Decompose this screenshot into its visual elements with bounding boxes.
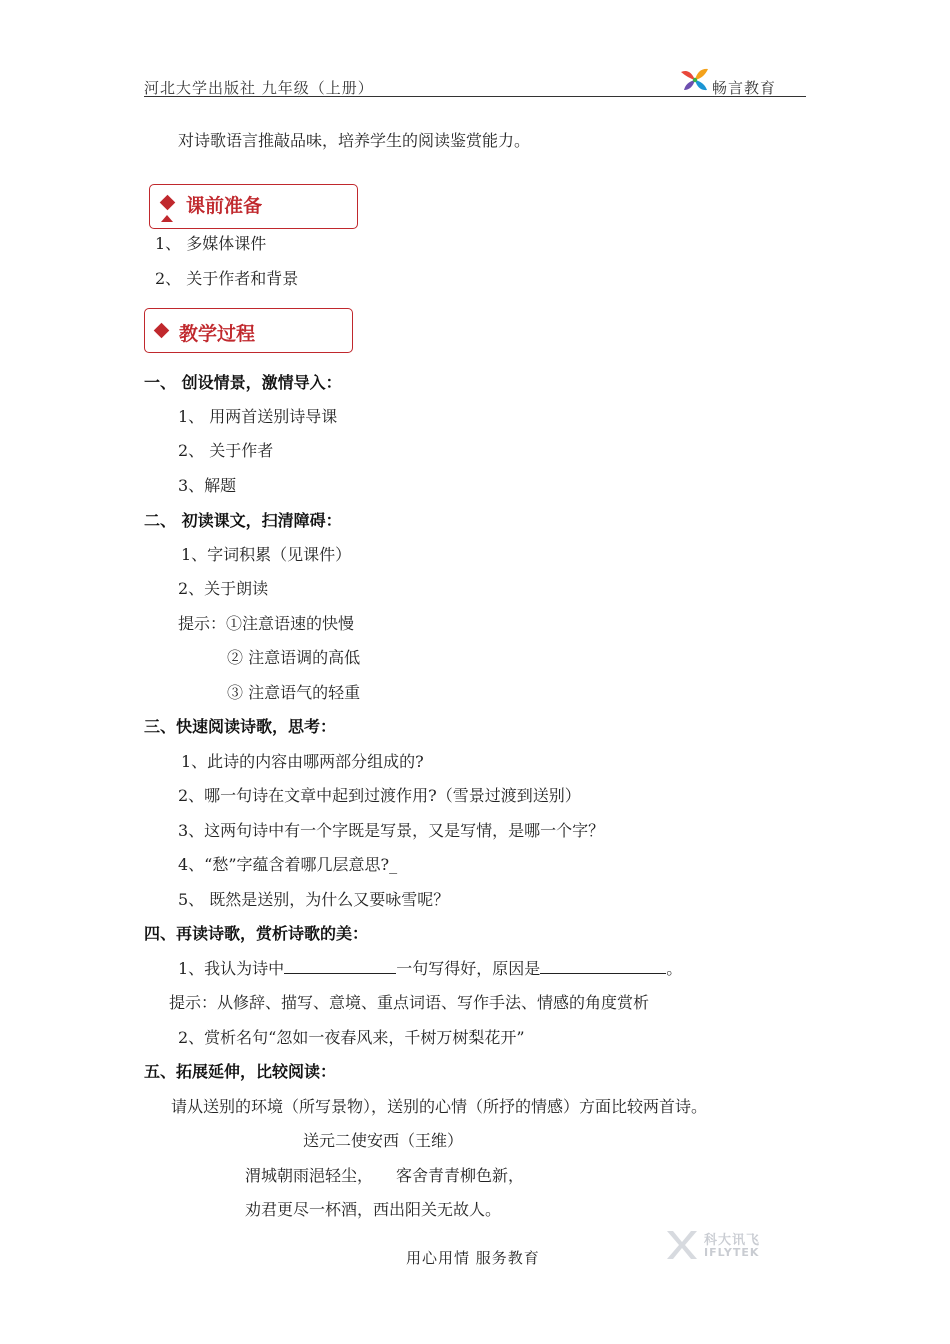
section-2-tip-2: ② 注意语调的高低: [227, 648, 361, 667]
section-2-item-2: 2、关于朗读: [178, 579, 269, 598]
section-3-item-2: 2、哪一句诗在文章中起到过渡作用?（雪景过渡到送别）: [178, 786, 581, 805]
poem-line-2: 劝君更尽一杯酒，西出阳关无故人。: [245, 1200, 502, 1219]
section-1-item-3: 3、解题: [178, 476, 237, 495]
process-section-title: 教学过程: [179, 323, 256, 345]
section-1-item-1: 1、 用两首送别诗导课: [178, 407, 338, 426]
prep-section-box: [149, 184, 358, 229]
section-2-tip-1: ①注意语速的快慢: [226, 614, 355, 633]
section-1-item-2: 2、 关于作者: [178, 441, 274, 460]
fill-in-blank-2[interactable]: [540, 958, 666, 974]
header-divider: [144, 96, 806, 97]
changyan-logo-icon: [678, 66, 712, 94]
iflytek-x-icon: [664, 1228, 700, 1262]
iflytek-logo: [664, 1228, 774, 1262]
header-publisher: 河北大学出版社 九年级（上册）: [144, 79, 374, 97]
intro-line: 对诗歌语言推敲品味，培养学生的阅读鉴赏能力。: [178, 131, 531, 150]
section-2-tip-3: ③ 注意语气的轻重: [227, 683, 361, 702]
prep-item-1: 1、 多媒体课件: [155, 234, 267, 253]
iflytek-logo-cn: 科大讯飞: [704, 1233, 761, 1248]
prep-section-title: 课前准备: [186, 195, 263, 217]
header-brand: 畅言教育: [712, 79, 777, 97]
section-2-tip-row: [178, 611, 354, 634]
section-3-item-4: 4、“愁”字蕴含着哪几层意思?_: [178, 855, 398, 874]
section-2-heading: 二、 初读课文，扫清障碍：: [144, 511, 342, 530]
diamond-bullet-icon: [154, 323, 170, 339]
poem-title: 送元二使安西（王维）: [303, 1131, 464, 1150]
poem-line-1b: 客舍青青柳色新，: [396, 1166, 525, 1185]
section-3-item-1: 1、此诗的内容由哪两部分组成的?: [181, 752, 424, 771]
section-4-item-2: 2、赏析名句“忽如一夜春风来，千树万树梨花开”: [178, 1028, 525, 1047]
section-5-heading: 五、拓展延伸，比较阅读：: [144, 1062, 337, 1081]
poem-line-1a: 渭城朝雨浥轻尘，: [245, 1166, 374, 1185]
fill-in-blank-1[interactable]: [284, 958, 396, 974]
section-4-item-1-part-a: 1、我认为诗中: [178, 959, 285, 978]
section-3-item-5: 5、 既然是送别，为什么又要咏雪呢？: [178, 890, 450, 909]
section-4-item-1: [178, 956, 682, 979]
section-3-item-3: 3、这两句诗中有一个字既是写景，又是写情，是哪一个字？: [178, 821, 605, 840]
section-2-tip-label: 提示：: [178, 614, 227, 633]
process-section-box: [144, 308, 353, 353]
section-2-item-1: 1、字词积累（见课件）: [181, 545, 352, 564]
section-4-item-1-part-b: 一句写得好，原因是: [396, 959, 541, 978]
prep-item-2: 2、 关于作者和背景: [155, 269, 299, 288]
section-4-heading: 四、再读诗歌，赏析诗歌的美：: [144, 924, 369, 943]
triangle-marker-icon: [161, 215, 173, 222]
section-3-heading: 三、快速阅读诗歌，思考：: [144, 717, 337, 736]
section-4-tip: 提示：从修辞、描写、意境、重点词语、写作手法、情感的角度赏析: [169, 993, 650, 1012]
diamond-bullet-icon: [160, 195, 176, 211]
section-5-text: 请从送别的环境（所写景物），送别的心情（所抒的情感）方面比较两首诗。: [171, 1097, 708, 1116]
section-1-heading: 一、 创设情景，激情导入：: [144, 373, 342, 392]
section-4-item-1-part-c: 。: [666, 959, 683, 978]
footer-slogan: 用心用情 服务教育: [406, 1249, 540, 1267]
iflytek-logo-en: IFLYTEK: [704, 1246, 760, 1259]
